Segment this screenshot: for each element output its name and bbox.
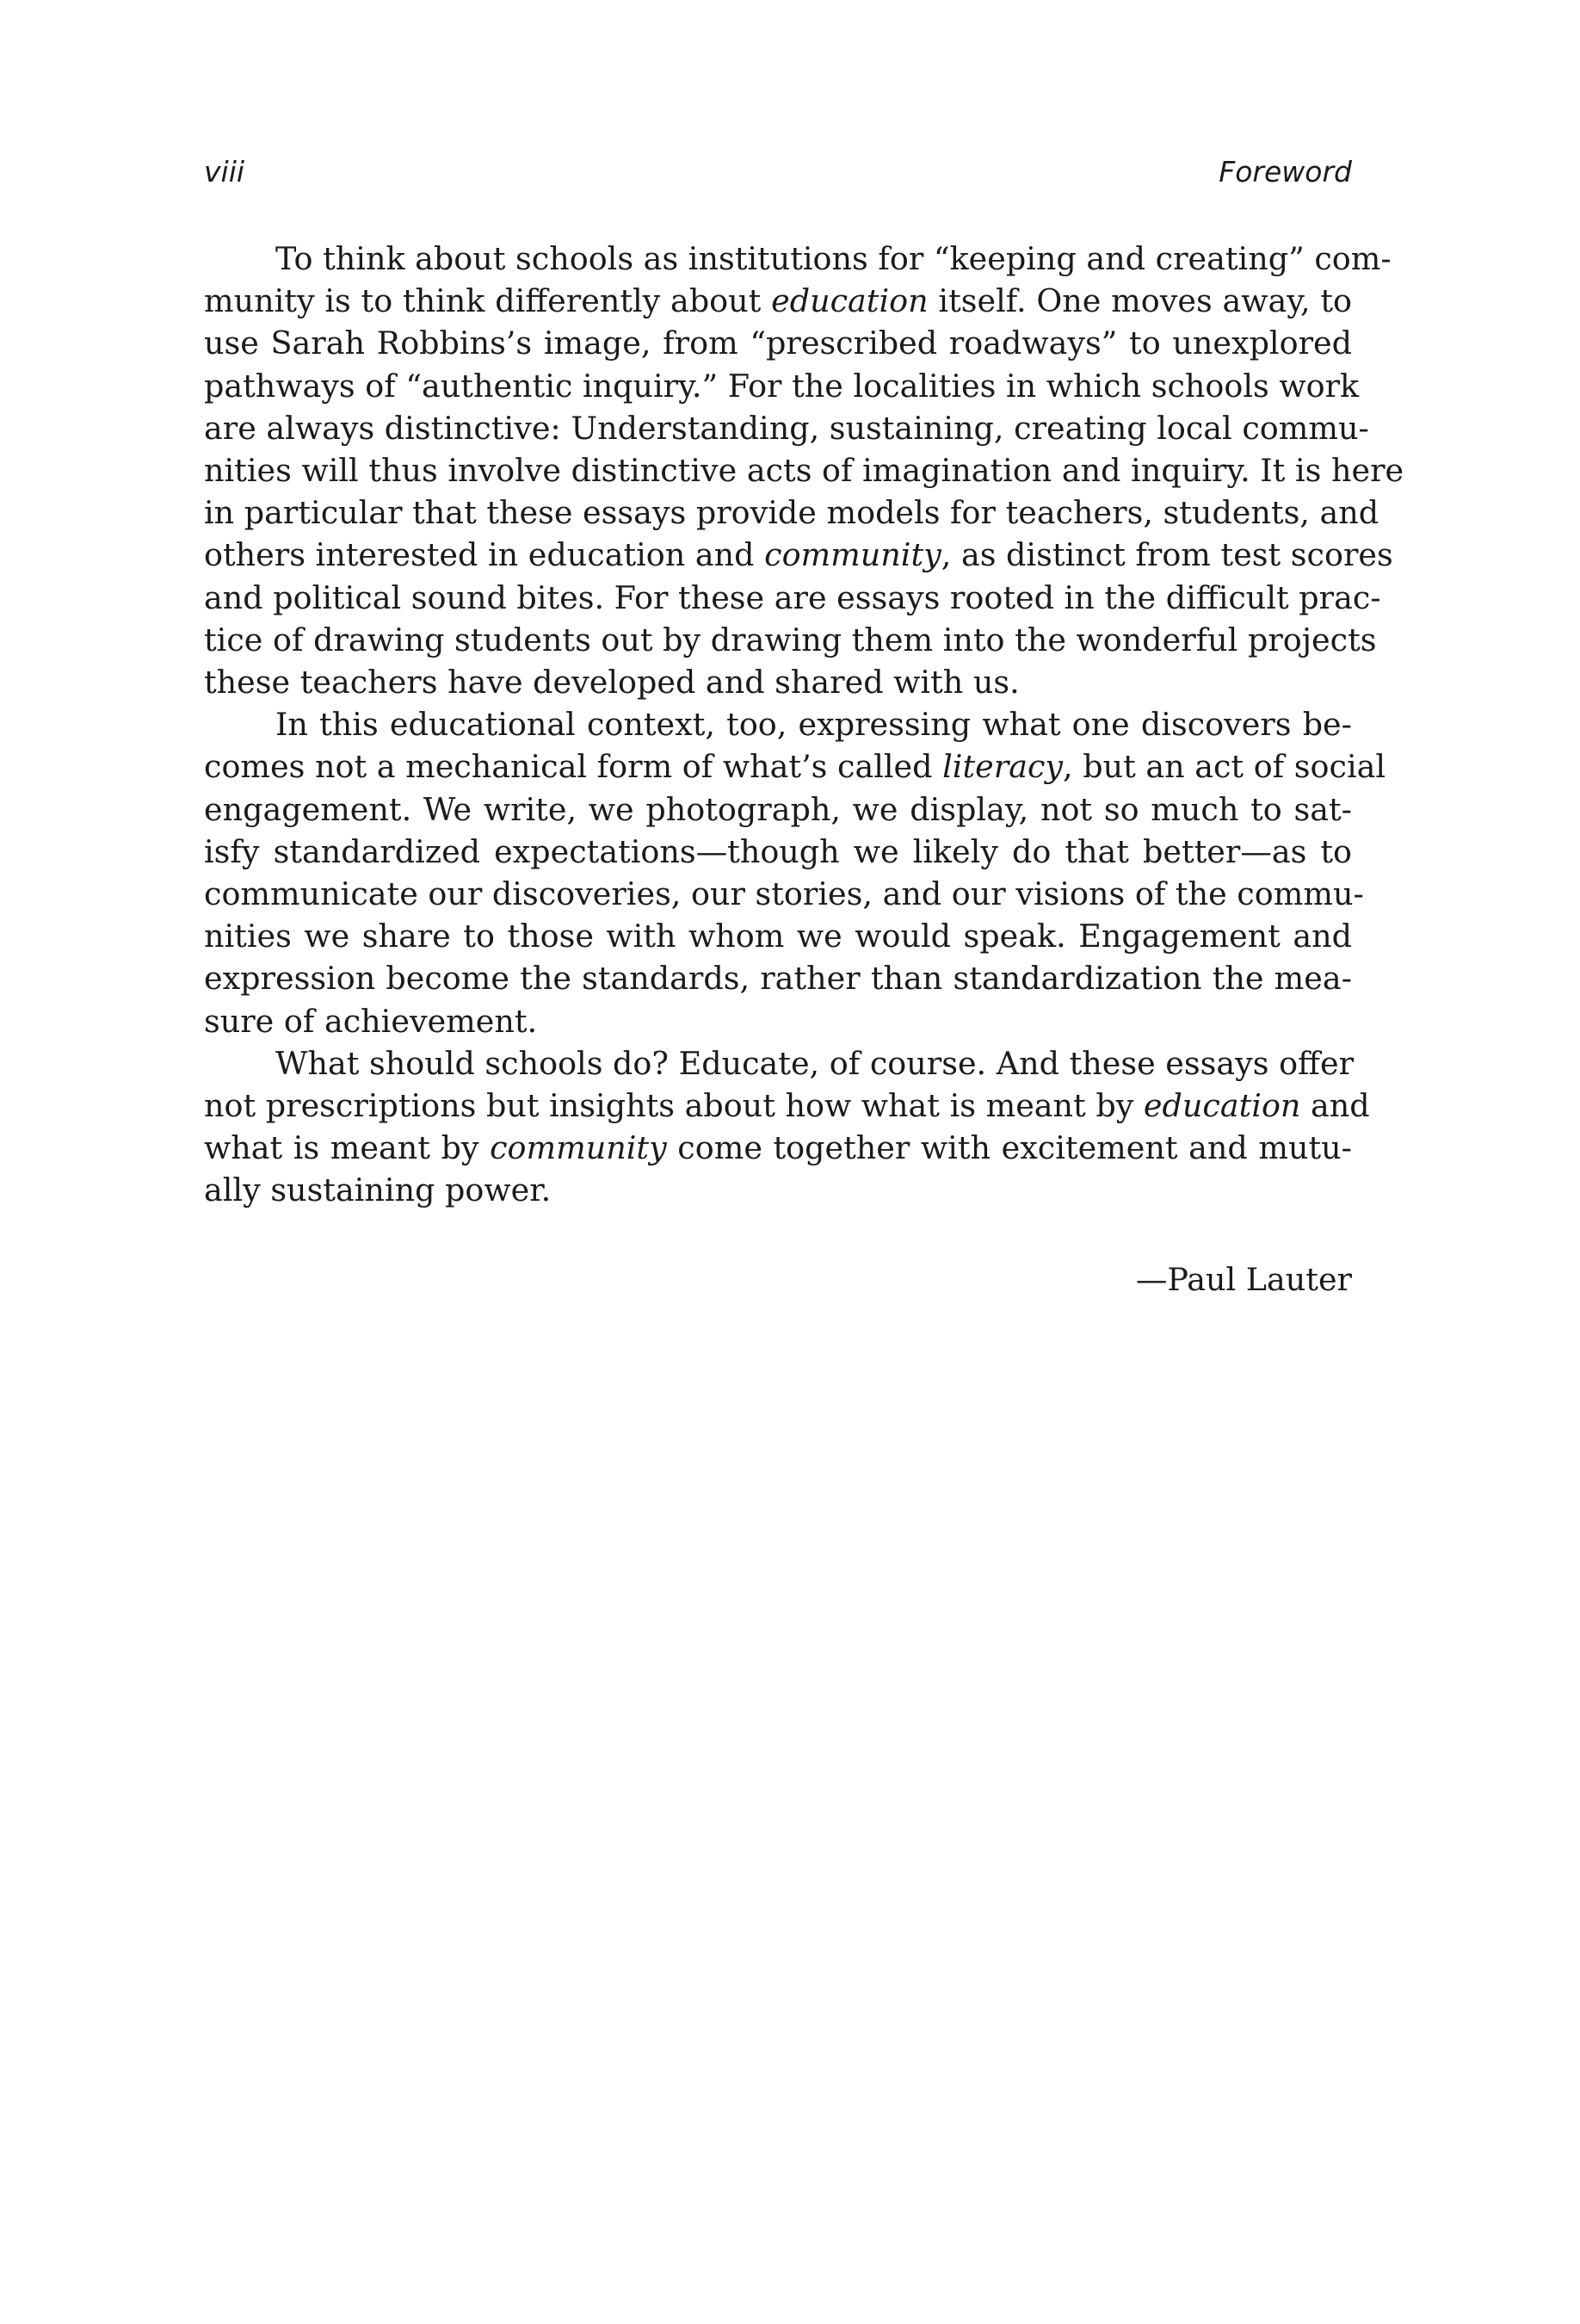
text-line: not prescriptions but insights about how what is meant by education and	[204, 1087, 1370, 1125]
text-line: expression become the standards, rather than standardization the mea-	[204, 960, 1352, 998]
text-line: nities we share to those with whom we would speak. Engagement and	[204, 918, 1352, 955]
paragraph	[204, 703, 1386, 1042]
emphasis-community: community	[490, 1129, 667, 1167]
text-line: munity is to think differently about education itself. One moves away, to	[204, 282, 1352, 320]
text-line: others interested in education and community, as distinct from test scores	[204, 536, 1393, 574]
emphasis-education: education	[771, 282, 929, 320]
text-line: communicate our discoveries, our stories, and our visions of the commu-	[204, 875, 1364, 913]
text-line: ally sustaining power.	[204, 1171, 552, 1209]
paragraph	[204, 238, 1404, 703]
page-number: viii	[204, 155, 245, 189]
text-line: In this educational context, too, expressing what one discovers be-	[275, 706, 1352, 744]
section-title: Foreword	[1219, 155, 1352, 189]
text-line: and political sound bites. For these are essays rooted in the difficult prac-	[204, 578, 1381, 616]
emphasis-community: community	[764, 536, 941, 574]
text-line: tice of drawing students out by drawing them into the wonderful projects	[204, 621, 1377, 658]
text-line: are always distinctive: Understanding, sustaining, creating local commu-	[204, 409, 1369, 447]
paragraph	[204, 1042, 1370, 1212]
emphasis-education: education	[1143, 1087, 1301, 1125]
author-signature: —Paul Lauter	[1135, 1261, 1352, 1298]
text-line: sure of achievement.	[204, 1002, 538, 1040]
text-line: nities will thus involve distinctive acts of imagination and inquiry. It is here	[204, 452, 1404, 490]
foreword-body	[204, 238, 1404, 1212]
text-line: in particular that these essays provide models for teachers, students, and	[204, 494, 1379, 532]
running-head	[204, 153, 1352, 191]
emphasis-literacy: literacy	[942, 748, 1064, 786]
text-line: use Sarah Robbins’s image, from “prescribed roadways” to unexplored	[204, 324, 1352, 362]
text-line: To think about schools as institutions for “keeping and creating” com-	[275, 240, 1392, 277]
text-line: engagement. We write, we photograph, we display, not so much to sat-	[204, 790, 1352, 828]
text-line: What should schools do? Educate, of course. And these essays offer	[275, 1044, 1355, 1082]
text-line: these teachers have developed and shared with us.	[204, 664, 1020, 702]
text-line: isfy standardized expectations—though we likely do that better—as to	[204, 832, 1352, 870]
text-line: pathways of “authentic inquiry.” For the localities in which schools work	[204, 367, 1360, 405]
text-line: comes not a mechanical form of what’s called literacy, but an act of social	[204, 748, 1386, 786]
text-line: what is meant by community come together with excitement and mutu-	[204, 1129, 1352, 1167]
